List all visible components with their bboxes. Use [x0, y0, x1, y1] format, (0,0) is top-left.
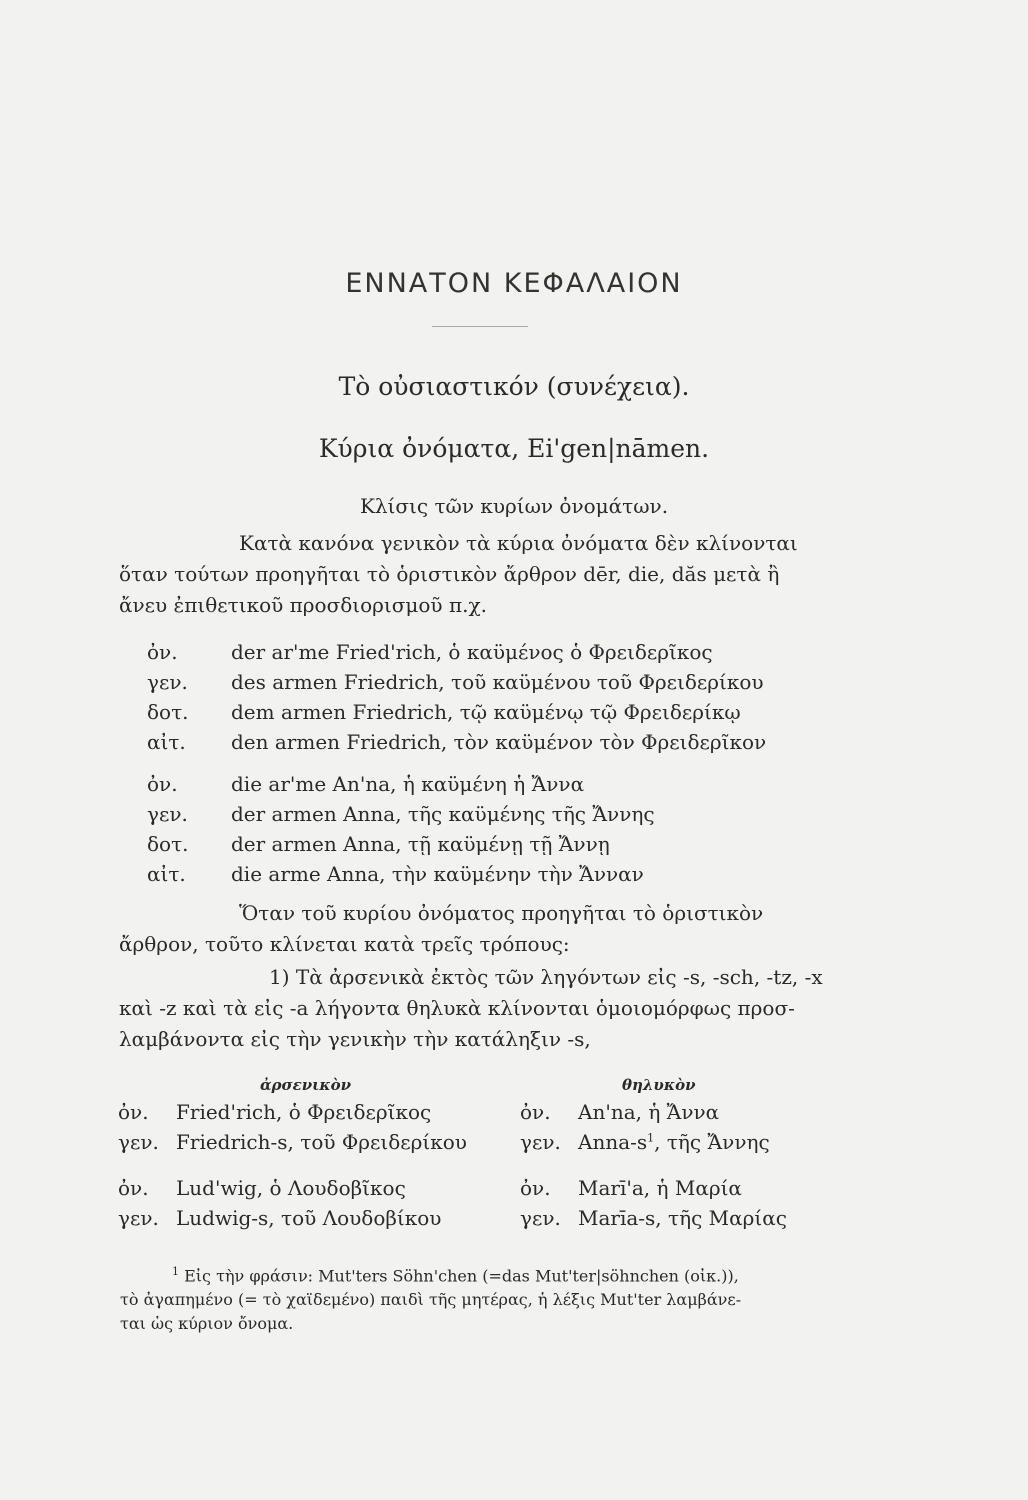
text-line: λαμβάνοντα εἰς τὴν γενικὴν τὴν κατάληξιν -s, — [119, 1027, 591, 1051]
masculine-row — [118, 1100, 431, 1124]
case-label: ὀν. — [118, 1100, 149, 1124]
footnote-line — [120, 1260, 868, 1288]
case-label: γεν. — [147, 802, 188, 826]
section-title: Τὸ οὐσιαστικόν (συνέχεια). — [338, 372, 690, 401]
feminine-row — [520, 1206, 787, 1230]
second-paragraph — [119, 898, 871, 960]
case-label: γεν. — [118, 1206, 159, 1230]
subsection-title: Κλίσις τῶν κυρίων ὀνομάτων. — [359, 494, 669, 518]
row-text-tail: , τῆς Ἄννης — [654, 1130, 770, 1154]
declension-row — [147, 670, 764, 694]
declension-text: die arme Anna, τὴν καϋμένην τὴν Ἄνναν — [231, 862, 644, 886]
text-line: Κατὰ κανόνα γενικὸν τὰ κύρια ὀνόματα δὲν κλίνονται — [239, 531, 798, 555]
declension-text: der armen Anna, τῆς καϋμένης τῆς Ἄννης — [231, 802, 655, 826]
footnote-number: 1 — [172, 1265, 179, 1278]
footnote-text: Εἰς τὴν φράσιν: Mut'ters Söhn'chen (=das Mut'ter|söhnchen (οἰκ.)), — [184, 1266, 739, 1286]
case-label: ὀν. — [118, 1176, 149, 1200]
row-text: Ludwig-s, τοῦ Λουδοβίκου — [176, 1206, 442, 1230]
footnote-marker: 1 — [647, 1131, 655, 1145]
case-label: ὀν. — [520, 1100, 551, 1124]
footnote-line: ται ὡς κύριον ὄνομα. — [120, 1314, 294, 1334]
case-label: γεν. — [520, 1130, 561, 1154]
case-label: αἰτ. — [147, 730, 186, 754]
footnote — [120, 1260, 868, 1336]
chapter-heading: ΕΝΝΑΤΟΝ ΚΕΦΑΛΑΙΟΝ — [345, 268, 683, 299]
declension-row — [147, 772, 584, 796]
declension-text: der armen Anna, τῇ καϋμένῃ τῇ Ἄννῃ — [231, 832, 610, 856]
feminine-column-heading: θηλυκὸν — [622, 1076, 696, 1094]
heading-rule — [432, 326, 528, 327]
declension-row — [147, 640, 713, 664]
case-label: γεν. — [147, 670, 188, 694]
footnote-line: τὸ ἀγαπημένο (= τὸ χαϊδεμένο) παιδὶ τῆς μητέρας, ἡ λέξις Mut'ter λαμβάνε- — [120, 1290, 742, 1310]
text-line: Ὅταν τοῦ κυρίου ὀνόματος προηγῆται τὸ ὁριστικὸν — [239, 901, 764, 925]
masculine-row — [118, 1130, 467, 1154]
case-label: γεν. — [520, 1206, 561, 1230]
declension-text: des armen Friedrich, τοῦ καϋμένου τοῦ Φρειδερίκου — [231, 670, 764, 694]
row-text: Friedrich-s, τοῦ Φρειδερίκου — [176, 1130, 467, 1154]
declension-text: den armen Friedrich, τὸν καϋμένον τὸν Φρειδερῖκον — [231, 730, 767, 754]
feminine-row — [520, 1130, 770, 1154]
text-line: καὶ -z καὶ τὰ εἰς -a λήγοντα θηλυκὰ κλίνονται ὁμοιομόρφως προσ- — [119, 996, 795, 1020]
case-label: δοτ. — [147, 700, 189, 724]
section-subtitle: Κύρια ὀνόματα, Ei'gen|nāmen. — [318, 434, 710, 463]
declension-row — [147, 832, 610, 856]
declension-row — [147, 730, 766, 754]
case-label: αἰτ. — [147, 862, 186, 886]
intro-paragraph — [119, 528, 871, 621]
masculine-column-heading: ἀρσενικὸν — [260, 1076, 352, 1094]
case-label: ὀν. — [147, 772, 178, 796]
declension-text: die ar'me An'na, ἡ καϋμένη ἡ Ἄννα — [231, 772, 585, 796]
case-label: δοτ. — [147, 832, 189, 856]
declension-row — [147, 700, 741, 724]
row-text: Lud'wig, ὁ Λουδοβῖκος — [176, 1176, 406, 1200]
rule-one-paragraph — [119, 962, 871, 1055]
case-label: ὀν. — [147, 640, 178, 664]
row-text: Fried'rich, ὁ Φρειδερῖκος — [176, 1100, 432, 1124]
declension-row — [147, 862, 644, 886]
masculine-row — [118, 1206, 441, 1230]
feminine-row — [520, 1176, 742, 1200]
masculine-row — [118, 1176, 406, 1200]
text-line: ἄρθρον, τοῦτο κλίνεται κατὰ τρεῖς τρόπους: — [119, 932, 570, 956]
text-line: ὅταν τούτων προηγῆται τὸ ὁριστικὸν ἄρθρον dēr, die, dăs μετὰ ἢ — [119, 562, 780, 586]
row-text: Marīa-s, τῆς Μαρίας — [578, 1206, 787, 1230]
row-text: Anna-s — [578, 1130, 648, 1154]
text-line: ἄνευ ἐπιθετικοῦ προσδιορισμοῦ π.χ. — [119, 593, 487, 617]
row-text: An'na, ἡ Ἄννα — [578, 1100, 720, 1124]
feminine-row — [520, 1100, 719, 1124]
declension-text: der ar'me Fried'rich, ὁ καϋμένος ὁ Φρειδερῖκος — [231, 640, 713, 664]
declension-text: dem armen Friedrich, τῷ καϋμένῳ τῷ Φρειδερίκῳ — [231, 700, 741, 724]
case-label: ὀν. — [520, 1176, 551, 1200]
declension-row — [147, 802, 655, 826]
row-text: Marī'a, ἡ Μαρία — [578, 1176, 742, 1200]
case-label: γεν. — [118, 1130, 159, 1154]
text-line: 1) Τὰ ἀρσενικὰ ἐκτὸς τῶν ληγόντων εἰς -s, -sch, -tz, -x — [269, 965, 823, 989]
